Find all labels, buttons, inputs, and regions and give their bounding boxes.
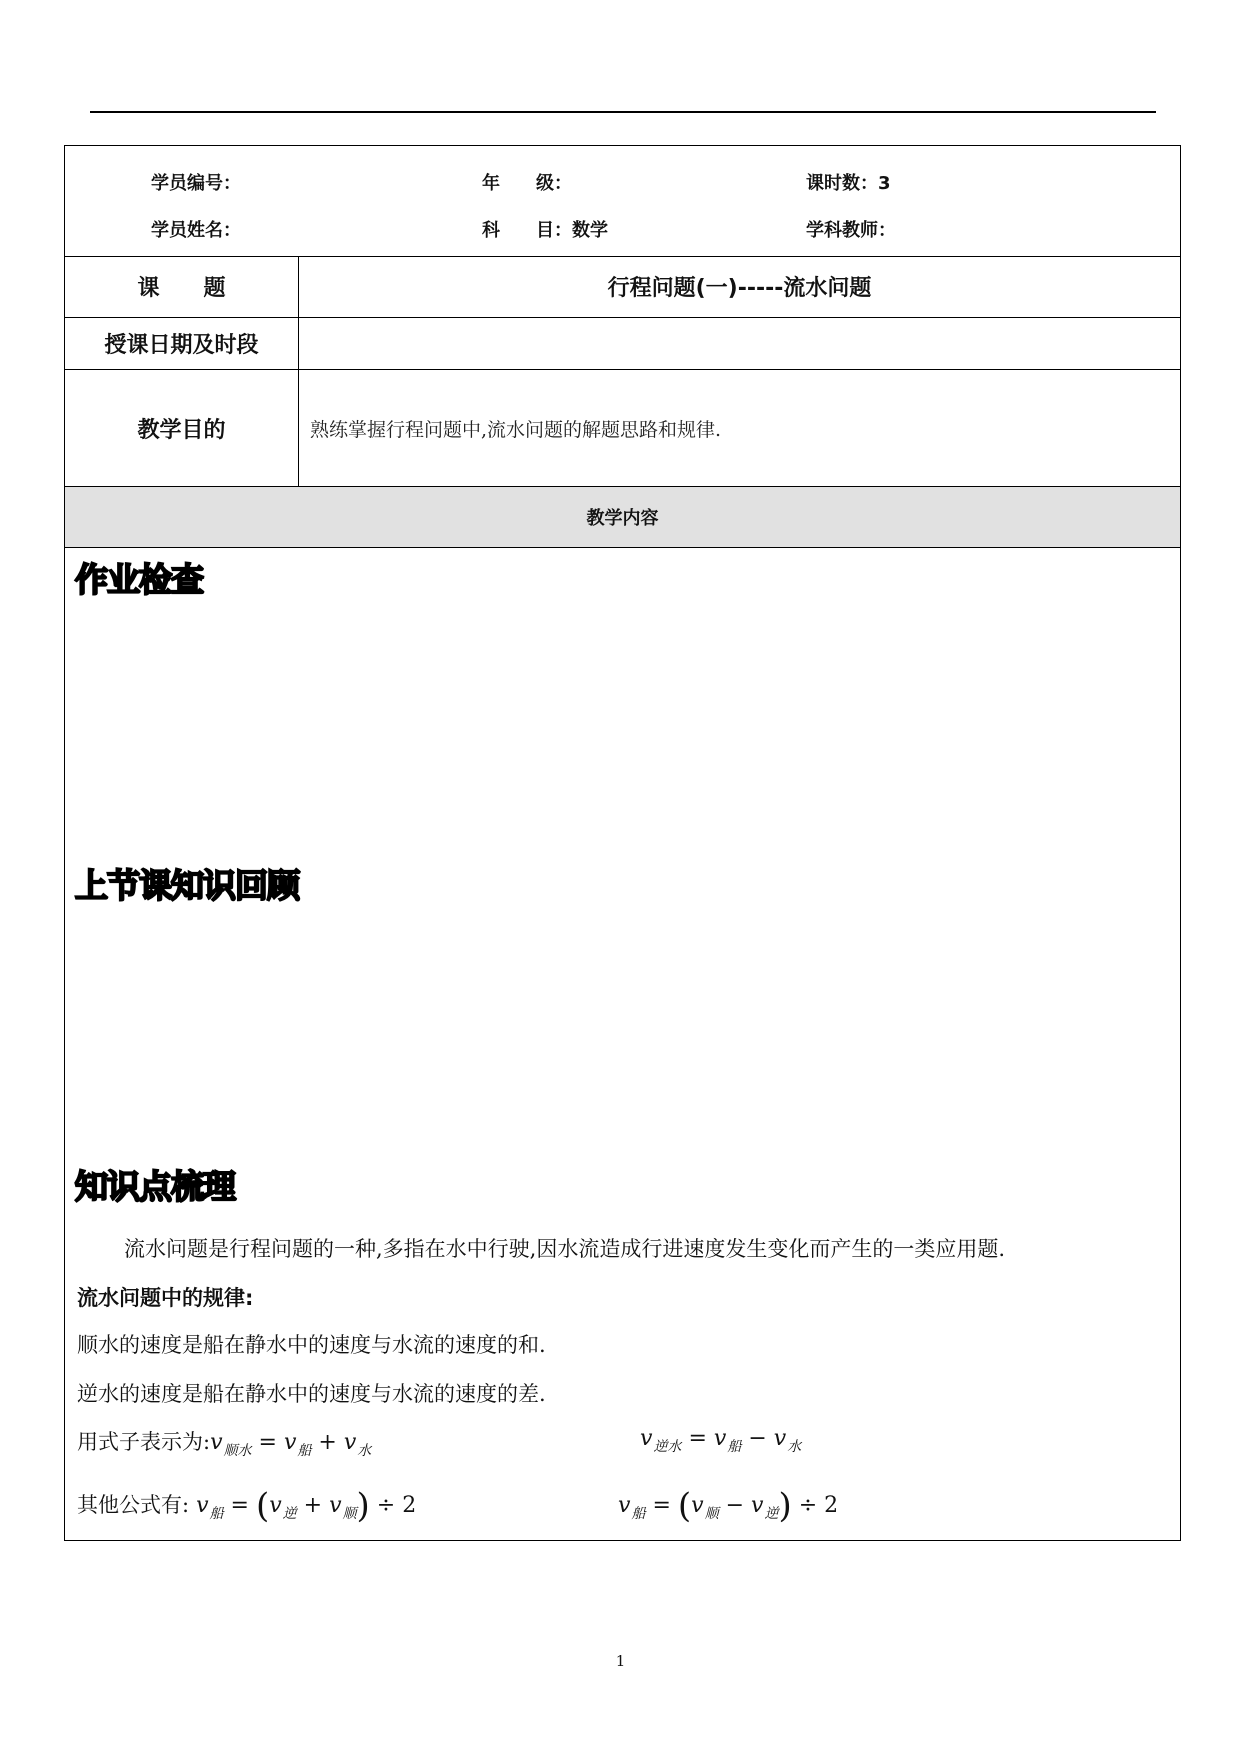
equals: = xyxy=(230,1493,249,1518)
v-symbol: v xyxy=(196,1493,209,1518)
left-paren: ( xyxy=(677,1486,692,1526)
left-paren: ( xyxy=(255,1486,270,1526)
sub-shui: 水 xyxy=(787,1439,802,1455)
sub-ni: 逆 xyxy=(282,1506,297,1522)
v-symbol: v xyxy=(210,1430,223,1455)
knowledge-heading: 知识点梳理 xyxy=(75,1167,235,1206)
rule-title: 流水问题中的规律: xyxy=(77,1286,254,1310)
goal-label: 教学目的 xyxy=(65,370,299,486)
student-id-field: 学员编号： xyxy=(151,173,241,194)
rule-upstream: 逆水的速度是船在静水中的速度与水流的速度的差. xyxy=(77,1382,546,1406)
plus: + xyxy=(303,1493,323,1518)
plus: + xyxy=(318,1430,337,1455)
sub-shunshui: 顺水 xyxy=(223,1443,252,1459)
v-symbol: v xyxy=(640,1426,653,1451)
minus: − xyxy=(748,1426,767,1451)
equals: = xyxy=(652,1493,671,1518)
sub-chuan: 船 xyxy=(727,1439,742,1455)
date-label: 授课日期及时段 xyxy=(65,318,299,369)
topic-value: 行程问题(一)-----流水问题 xyxy=(607,276,872,301)
sub-shun: 顺 xyxy=(342,1506,357,1522)
sub-chuan: 船 xyxy=(631,1506,646,1522)
topic-label: 课 题 xyxy=(65,256,299,317)
goal-value: 熟练掌握行程问题中,流水问题的解题思路和规律. xyxy=(310,418,722,441)
intro-paragraph: 流水问题是行程问题的一种,多指在水中行驶,因水流造成行进速度发生变化而产生的一类应用题. xyxy=(124,1237,1006,1261)
goal-row xyxy=(65,370,1180,487)
formula-line-2 xyxy=(77,1486,416,1526)
minus: − xyxy=(725,1493,745,1518)
student-info-block xyxy=(65,146,1180,257)
divide-two: ÷ 2 xyxy=(798,1493,839,1518)
v-symbol: v xyxy=(269,1493,282,1518)
subject-field: 科 目：数学 xyxy=(482,220,608,241)
formula-upstream xyxy=(640,1426,801,1456)
date-row xyxy=(65,318,1180,370)
sub-shui: 水 xyxy=(357,1443,372,1459)
v-symbol: v xyxy=(329,1493,342,1518)
formula-line-2b xyxy=(618,1486,838,1526)
hours-field: 课时数：3 xyxy=(806,173,891,194)
sub-chuan: 船 xyxy=(209,1506,224,1522)
v-symbol: v xyxy=(691,1493,704,1518)
v-symbol: v xyxy=(751,1493,764,1518)
lesson-sheet xyxy=(64,145,1181,1541)
sub-nishui: 逆水 xyxy=(653,1439,682,1455)
right-paren: ) xyxy=(356,1486,370,1526)
v-symbol: v xyxy=(713,1426,727,1451)
v-symbol: v xyxy=(343,1430,357,1455)
grade-field: 年 级： xyxy=(482,173,572,194)
sub-shun: 顺 xyxy=(704,1506,719,1522)
rule-downstream: 顺水的速度是船在静水中的速度与水流的速度的和. xyxy=(77,1333,546,1357)
sub-ni: 逆 xyxy=(764,1506,779,1522)
v-symbol: v xyxy=(618,1493,631,1518)
topic-row xyxy=(65,256,1180,318)
v-symbol: v xyxy=(773,1426,787,1451)
sub-chuan: 船 xyxy=(297,1443,312,1459)
content-band: 教学内容 xyxy=(65,487,1180,548)
homework-heading: 作业检查 xyxy=(75,560,203,599)
divide-two: ÷ 2 xyxy=(376,1493,417,1518)
formula-line-1 xyxy=(77,1426,371,1460)
equals: = xyxy=(258,1430,277,1455)
page-number: 1 xyxy=(615,1652,626,1670)
other-intro: 其他公式有: xyxy=(77,1493,190,1517)
header-rule xyxy=(90,111,1156,113)
review-heading: 上节课知识回顾 xyxy=(75,866,299,905)
right-paren: ) xyxy=(778,1486,792,1526)
teacher-field: 学科教师： xyxy=(806,220,896,241)
equals: = xyxy=(688,1426,707,1451)
formula-intro: 用式子表示为: xyxy=(77,1430,211,1454)
v-symbol: v xyxy=(283,1430,297,1455)
student-name-field: 学员姓名： xyxy=(151,220,241,241)
